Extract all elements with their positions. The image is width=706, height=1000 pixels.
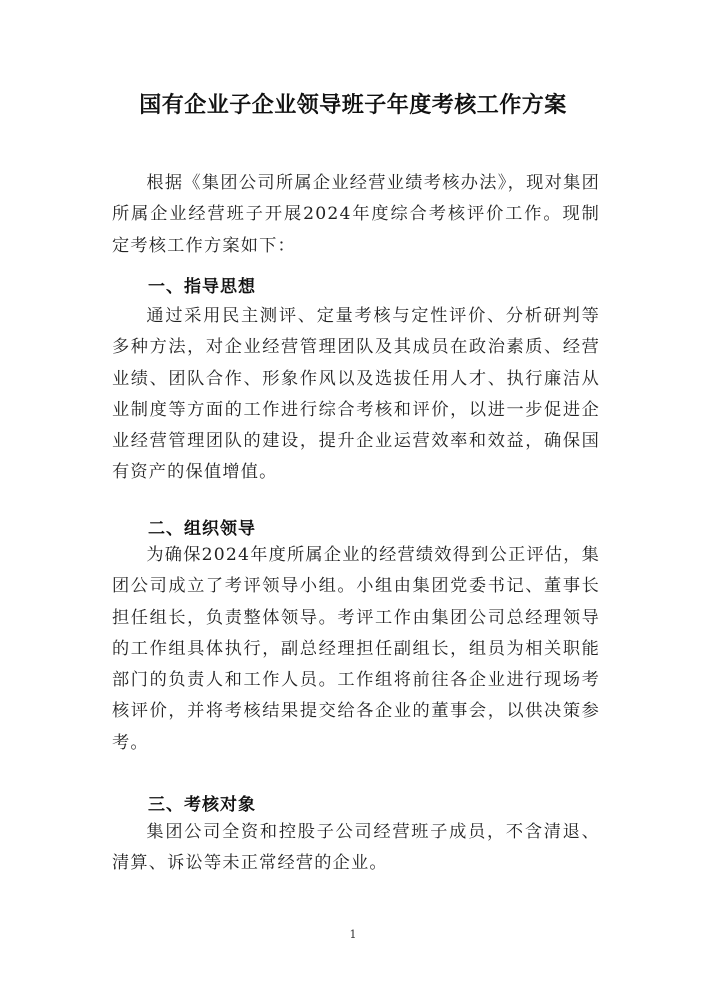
- document-title: 国有企业子企业领导班子年度考核工作方案: [139, 93, 567, 118]
- section-body-assessment-targets: 集团公司全资和控股子公司经营班子成员，不含清退、清算、诉讼等未正常经营的企业。: [112, 822, 600, 874]
- intro-paragraph: 根据《集团公司所属企业经营业绩考核办法》，现对集团所属企业经营班子开展2024年度综合考核评价工作。现制定考核工作方案如下：: [112, 173, 600, 256]
- section-heading-assessment-targets: 三、考核对象: [148, 795, 256, 815]
- section-heading-guiding-ideology: 一、指导思想: [148, 277, 256, 297]
- section-heading-organization-leadership: 二、组织领导: [148, 519, 256, 539]
- section-body-guiding-ideology: 通过采用民主测评、定量考核与定性评价、分析研判等多种方法，对企业经营管理团队及其成员在政治素质、经营业绩、团队合作、形象作风以及选拔任用人才、执行廉洁从业制度等方面的工作进行综合考核和评价，以进一步促进企业经营管理团队的建设，提升企业运营效率和效益，确保国有资产的保值增值。: [112, 306, 600, 483]
- page-number: 1: [349, 928, 357, 941]
- section-body-organization-leadership: 为确保2024年度所属企业的经营绩效得到公正评估，集团公司成立了考评领导小组。小组由集团党委书记、董事长担任组长，负责整体领导。考评工作由集团公司总经理领导的工作组具体执行，副总经理担任副组长，组员为相关职能部门的负责人和工作人员。工作组将前往各企业进行现场考核评价，并将考核结果提交给各企业的董事会，以供决策参考。: [112, 545, 600, 753]
